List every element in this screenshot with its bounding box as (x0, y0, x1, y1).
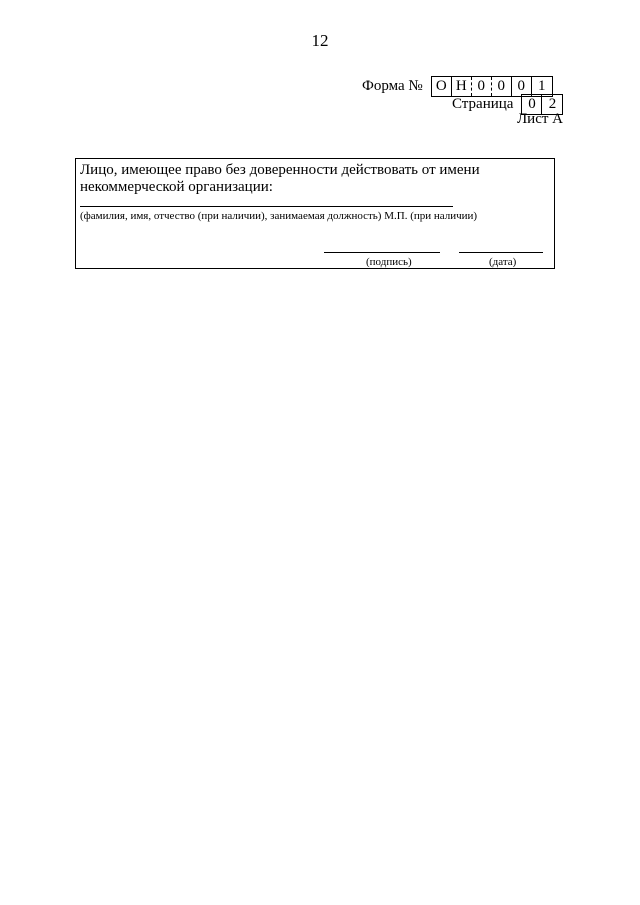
page-cell: 0 (522, 95, 542, 114)
signature-block (75, 158, 555, 269)
form-code-cell: 1 (537, 78, 546, 94)
name-caption: (фамилия, имя, отчество (при наличии), занимаемая должность) М.П. (при наличии) (80, 210, 478, 222)
form-code-cell: 0 (472, 77, 492, 96)
form-code-cell: Н (452, 77, 472, 96)
page-label: Страница (452, 96, 514, 112)
form-code-cell: О (432, 77, 452, 96)
sheet-label: Лист А (517, 111, 563, 127)
form-number-label: Форма № (362, 78, 423, 94)
signature-caption: (подпись) (366, 256, 412, 268)
date-input-line[interactable] (459, 252, 543, 253)
date-caption: (дата) (489, 256, 517, 268)
page-cell: 2 (548, 96, 557, 112)
signature-block-title: Лицо, имеющее право без доверенности действовать от имени некоммерческой организации: (80, 162, 480, 195)
form-code-cell: 0 (492, 77, 512, 96)
signature-input-line[interactable] (324, 252, 440, 253)
name-input-line[interactable] (80, 206, 453, 207)
form-code-cell: 0 (512, 77, 532, 96)
page-number: 12 (311, 31, 329, 50)
